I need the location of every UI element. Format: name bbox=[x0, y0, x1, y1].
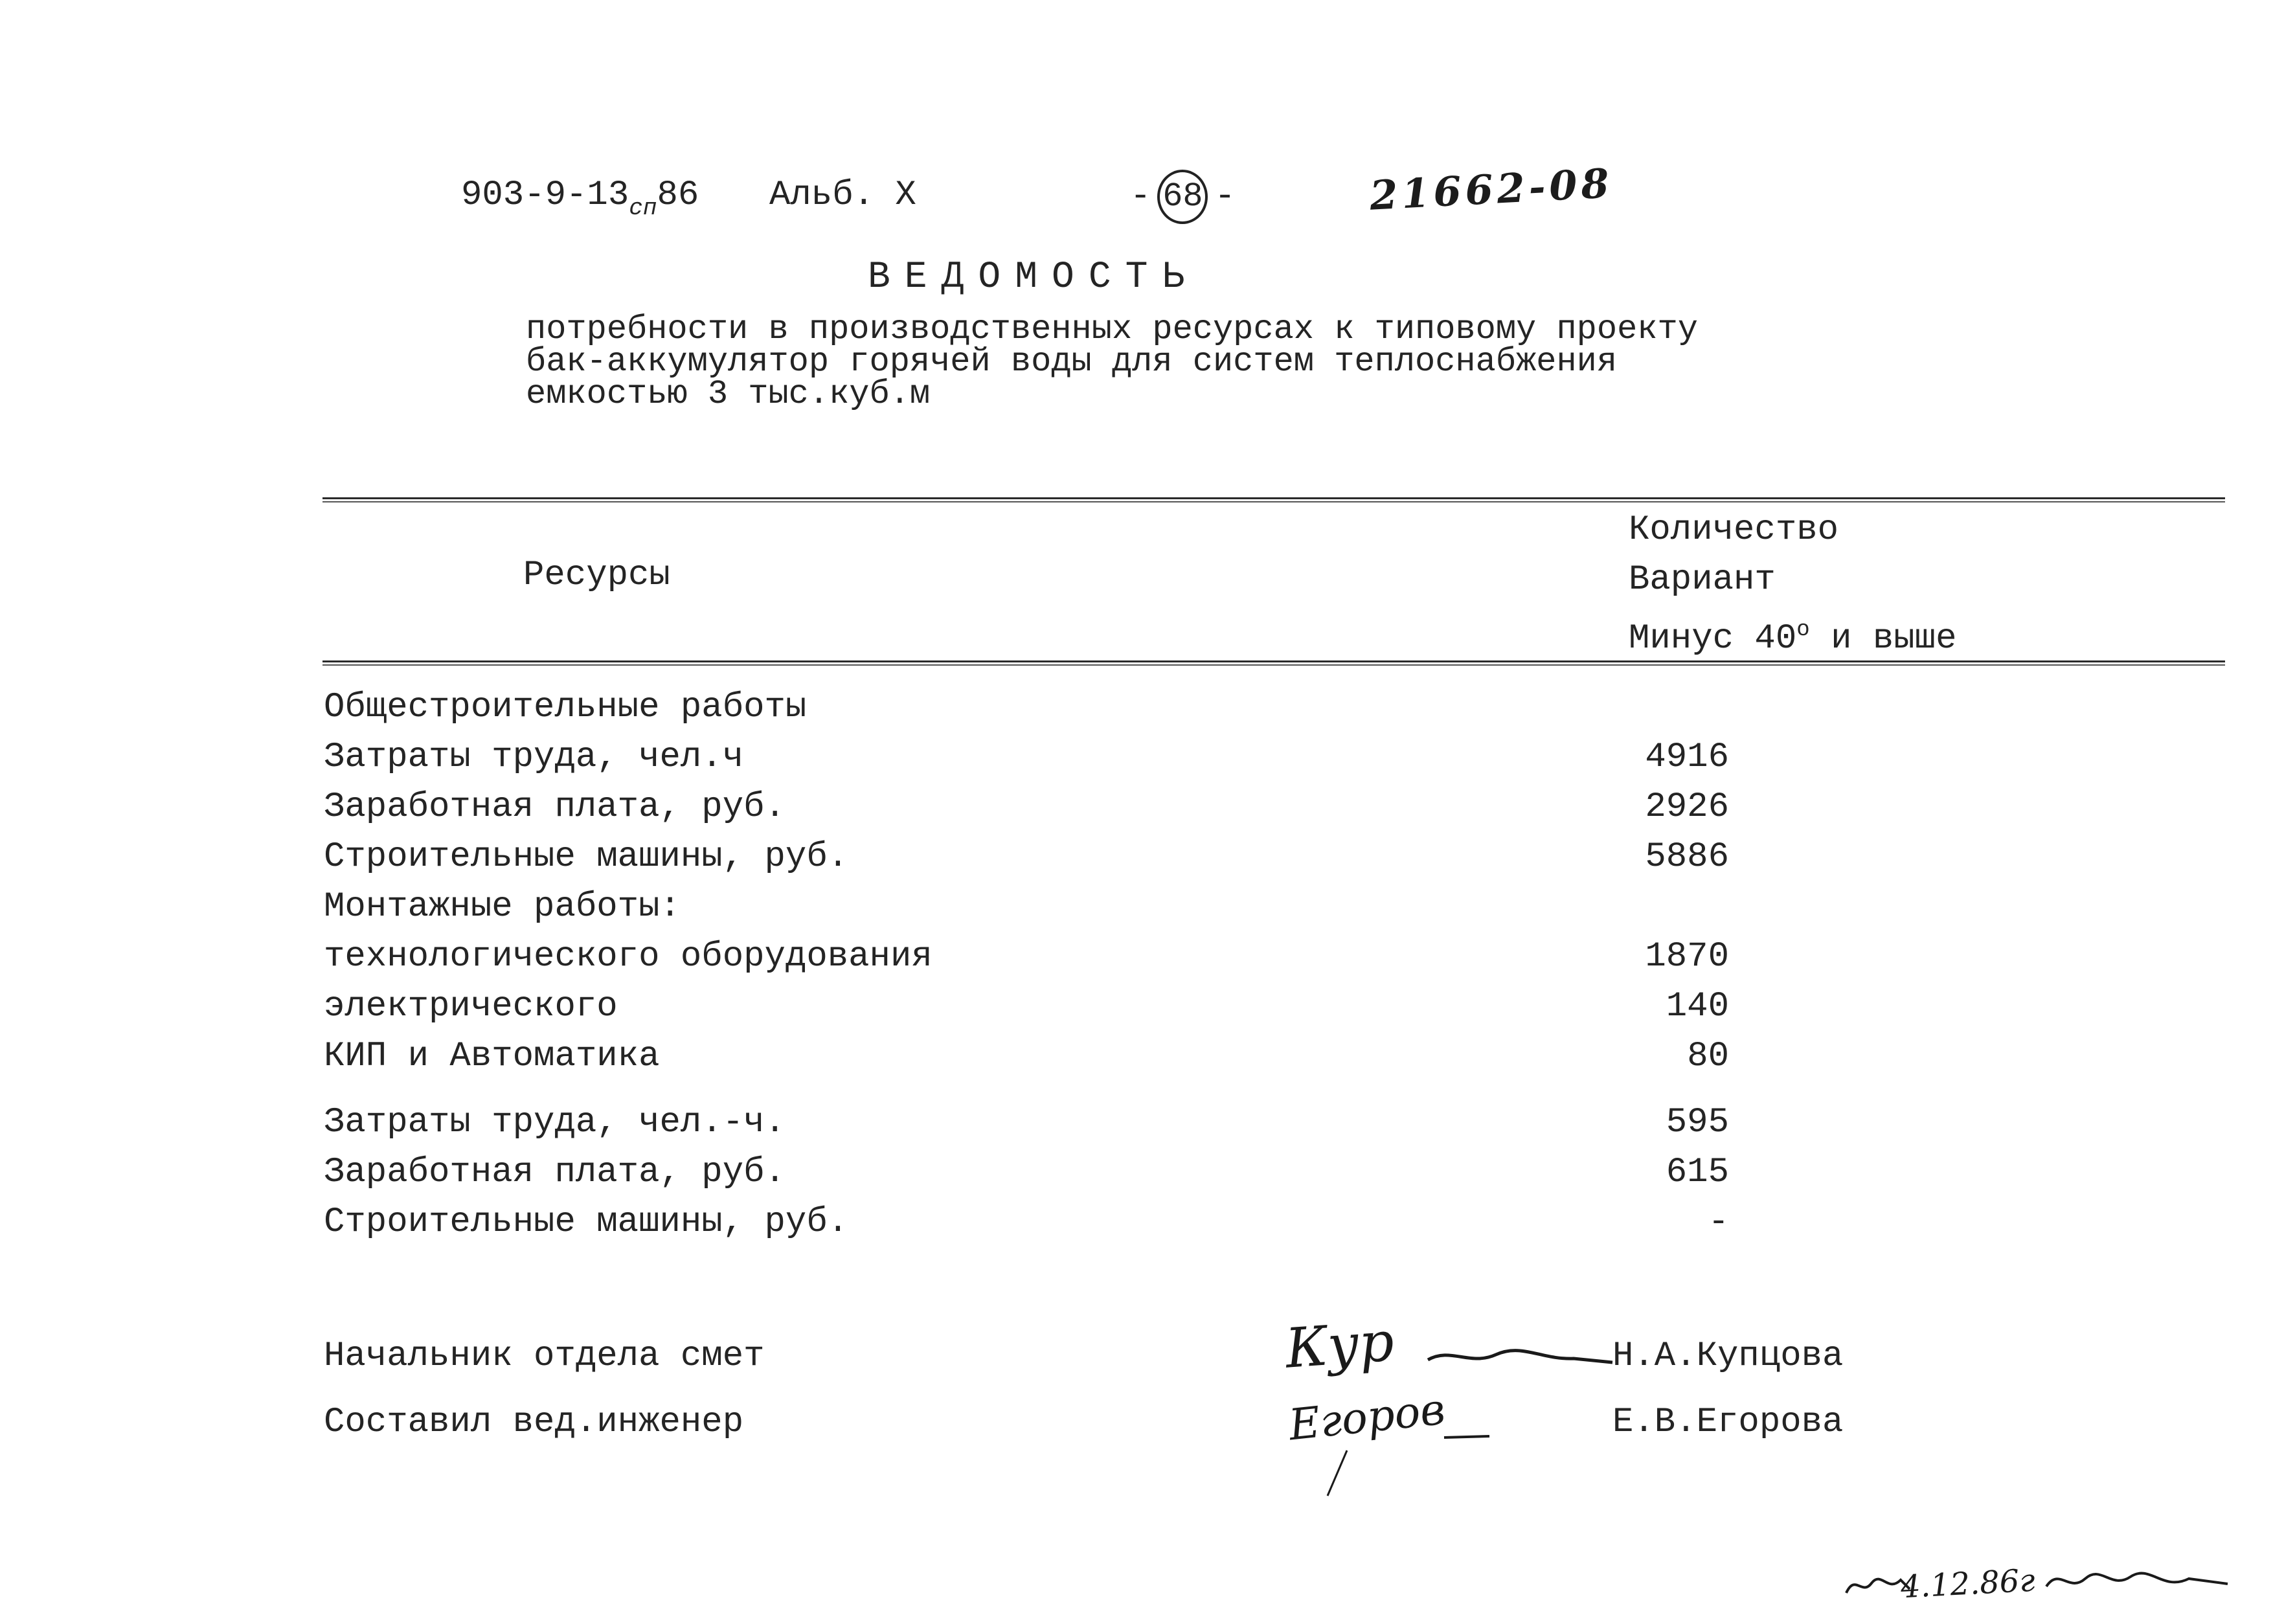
column-header-resources: Ресурсы bbox=[523, 556, 670, 595]
table-row-value: 2926 bbox=[1645, 787, 1729, 827]
head-signature: Кур bbox=[1283, 1309, 1396, 1381]
head-signature-stroke bbox=[1425, 1340, 1619, 1379]
table-row-value: 140 bbox=[1666, 987, 1729, 1026]
project-code-main: 903-9-13 bbox=[461, 175, 629, 215]
table-row-label: Затраты труда, чел.-ч. bbox=[324, 1103, 786, 1142]
table-top-rule bbox=[322, 497, 2225, 502]
head-of-department-label: Начальник отдела смет bbox=[324, 1336, 765, 1376]
project-code bbox=[461, 170, 699, 224]
table-row-label: технологического оборудования bbox=[324, 937, 933, 976]
table-row-label: Заработная плата, руб. bbox=[324, 1153, 786, 1192]
page-number bbox=[1130, 170, 1236, 224]
footer-signature-scribble bbox=[2040, 1561, 2234, 1606]
table-row-label: КИП и Автоматика bbox=[324, 1037, 660, 1076]
table-row-label: Строительные машины, руб. bbox=[324, 837, 849, 877]
table-row-label: электрического bbox=[324, 987, 618, 1026]
table-row-value: 4916 bbox=[1645, 738, 1729, 777]
author-signature-stroke bbox=[1321, 1425, 1515, 1502]
author-name: Е.В.Егорова bbox=[1612, 1403, 1844, 1442]
variant-value-text: Минус 40 bbox=[1629, 619, 1797, 659]
degree-sign: o bbox=[1796, 618, 1810, 642]
column-header-quantity: Количество bbox=[1629, 510, 1839, 550]
column-header-variant: Вариант bbox=[1629, 560, 1776, 600]
column-header-variant-value bbox=[1629, 605, 1957, 664]
subtitle-line-2: бак-аккумулятор горячей воды для систем теплоснабжения bbox=[526, 343, 1618, 381]
subtitle-line-3: емкостью 3 тыс.куб.м bbox=[526, 375, 931, 413]
table-row-value: - bbox=[1708, 1202, 1729, 1242]
album-label: Альб. X bbox=[769, 175, 916, 215]
variant-value-suffix: и выше bbox=[1831, 619, 1957, 659]
project-code-year: 86 bbox=[657, 175, 699, 215]
table-row-label: Монтажные работы: bbox=[324, 887, 681, 927]
table-row-label: Строительные машины, руб. bbox=[324, 1202, 849, 1242]
head-name: Н.А.Купцова bbox=[1612, 1336, 1844, 1376]
table-row-value: 615 bbox=[1666, 1153, 1729, 1192]
table-header-rule bbox=[322, 660, 2225, 666]
page-dash-left: - bbox=[1130, 177, 1151, 216]
table-row-value: 5886 bbox=[1645, 837, 1729, 877]
table-row-value: 80 bbox=[1687, 1037, 1729, 1076]
table-row-label: Общестроительные работы bbox=[324, 688, 807, 727]
page-dash-right: - bbox=[1214, 177, 1236, 216]
table-row-label: Затраты труда, чел.ч bbox=[324, 738, 744, 777]
author-label: Составил вед.инженер bbox=[324, 1403, 744, 1442]
subtitle-line-1: потребности в производственных ресурсах к типовому проекту bbox=[526, 310, 1698, 348]
handwritten-doc-number: 21662-08 bbox=[1368, 159, 1614, 220]
project-code-sub: сп bbox=[629, 195, 657, 221]
table-row-value: 595 bbox=[1666, 1103, 1729, 1142]
author-signature: Егоров bbox=[1286, 1384, 1448, 1450]
page-number-circle: 68 bbox=[1157, 170, 1208, 224]
table-row-value: 1870 bbox=[1645, 937, 1729, 976]
document-title: ВЕДОМОСТЬ bbox=[868, 256, 1199, 299]
table-row-label: Заработная плата, руб. bbox=[324, 787, 786, 827]
footer-date-note: 4.12.86г bbox=[1899, 1562, 2036, 1606]
